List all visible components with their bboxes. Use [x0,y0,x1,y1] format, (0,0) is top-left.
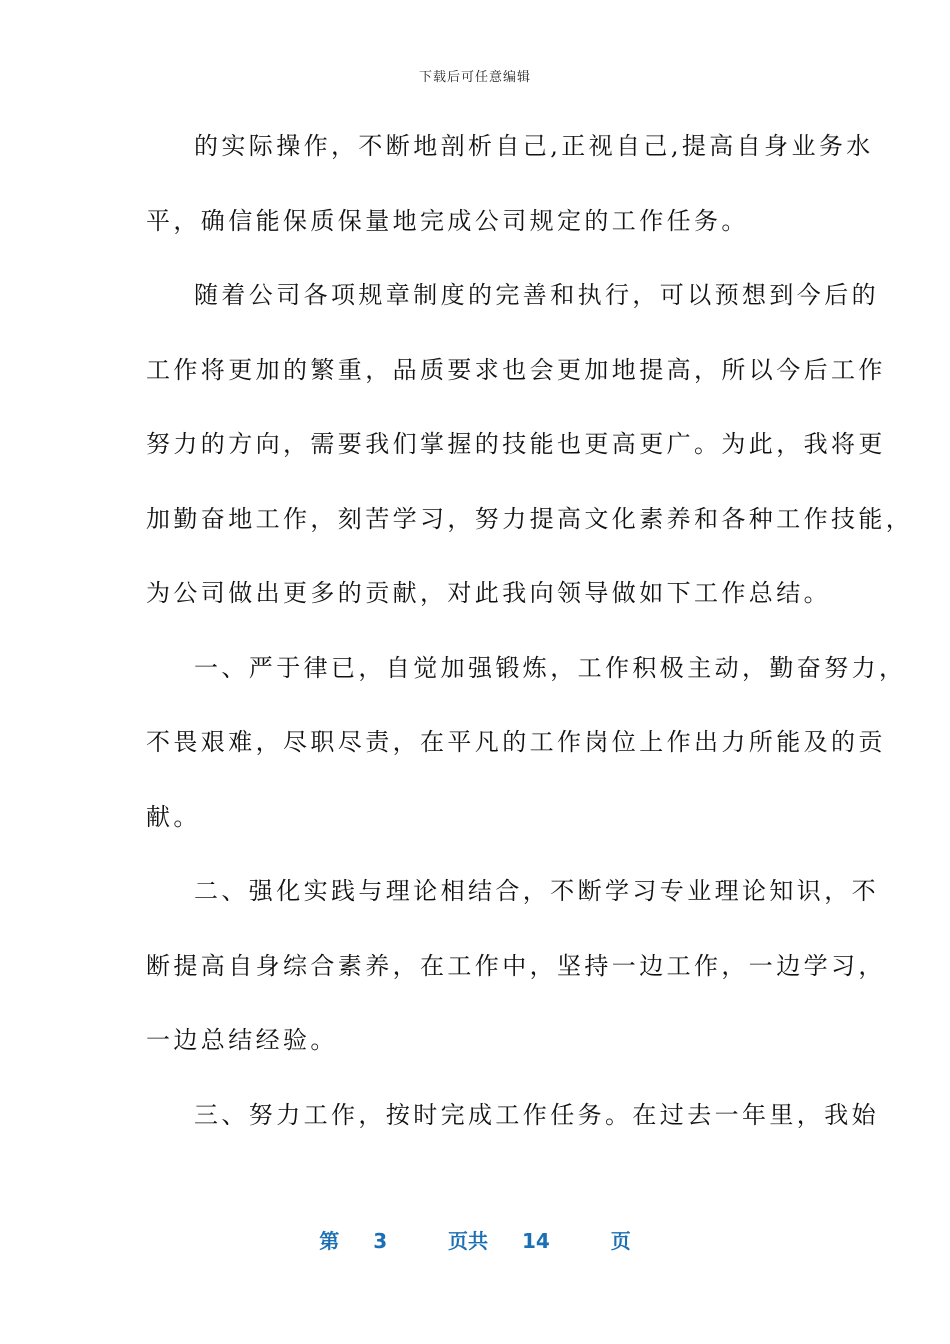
body-line: 的实际操作，不断地剖析自己,正视自己,提高自身业务水 [194,132,874,160]
footer-middle: 页共 [448,1229,489,1253]
body-line: 一边总结经验。 [146,1026,338,1054]
body-line: 不畏艰难，尽职尽责，在平凡的工作岗位上作出力所能及的贡 [146,728,886,756]
body-line: 三、努力工作，按时完成工作任务。在过去一年里，我始 [194,1100,879,1129]
body-line: 为公司做出更多的贡献，对此我向领导做如下工作总结。 [146,579,831,607]
current-page-number: 3 [373,1229,388,1253]
footer-suffix: 页 [610,1229,631,1253]
page-header: 下载后可任意编辑 [418,70,531,85]
body-line: 献。 [146,802,201,831]
page-number-footer [0,1225,950,1254]
body-line: 工作将更加的繁重，品质要求也会更加地提高，所以今后工作 [146,355,886,384]
body-line: 随着公司各项规章制度的完善和执行，可以预想到今后的 [194,281,879,309]
body-line: 加勤奋地工作，刻苦学习，努力提高文化素养和各种工作技能， [146,504,914,533]
footer-prefix: 第 [319,1229,340,1253]
body-line: 平，确信能保质保量地完成公司规定的工作任务。 [146,206,749,235]
body-line: 断提高自身综合素养，在工作中，坚持一边工作，一边学习， [146,951,886,980]
body-line: 努力的方向，需要我们掌握的技能也更高更广。为此，我将更 [146,430,886,458]
body-line: 一、严于律已，自觉加强锻炼，工作积极主动，勤奋努力， [194,653,907,682]
document-body [146,122,914,1165]
total-pages-number: 14 [521,1229,550,1253]
body-line: 二、强化实践与理论相结合，不断学习专业理论知识，不 [194,877,879,905]
